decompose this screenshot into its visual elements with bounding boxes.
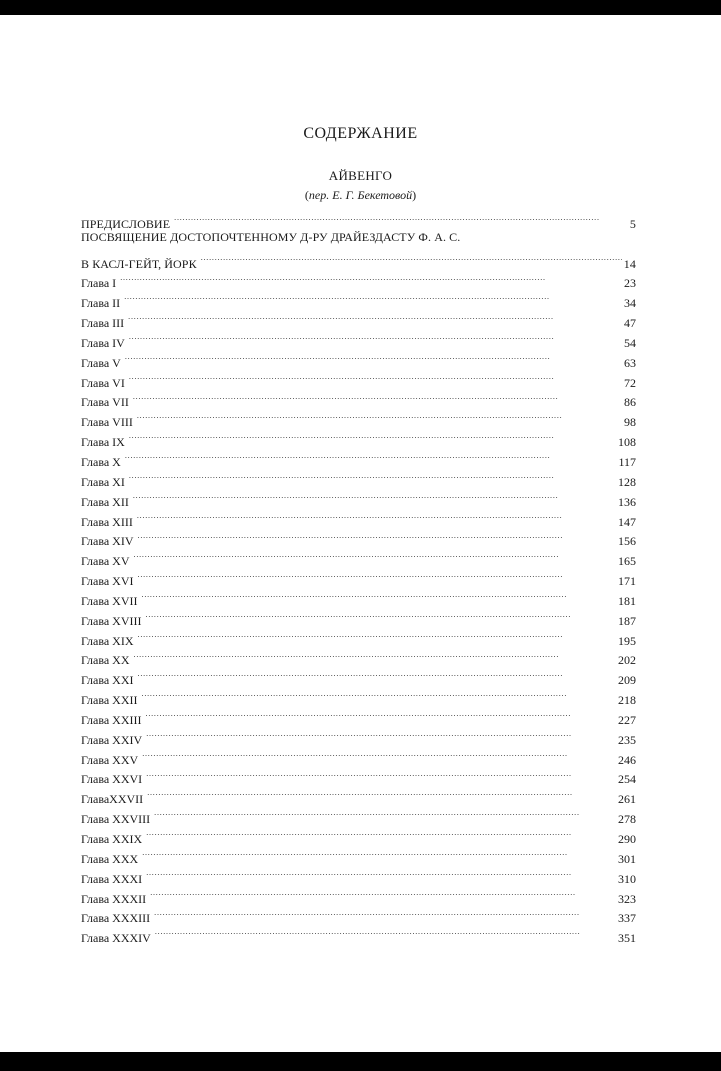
book-title: АЙВЕНГО: [328, 168, 393, 183]
toc-entry: [81, 268, 636, 291]
toc-entry: [81, 625, 636, 648]
dot-leader: [146, 605, 616, 625]
dot-leader: [142, 585, 616, 605]
toc-entry: [81, 823, 636, 846]
toc-entry-page: 301: [618, 851, 636, 866]
dot-leader: [129, 327, 622, 347]
toc-entry-label: В КАСЛ-ГЕЙТ, ЙОРК: [81, 256, 197, 271]
toc-entry-label: Глава XXIII: [81, 712, 142, 727]
dot-leader: [142, 684, 616, 704]
translator-open-paren: (: [304, 188, 309, 202]
page-title: СОДЕРЖАНИЕ: [303, 125, 418, 142]
dot-leader: [146, 724, 616, 744]
dot-leader: [134, 545, 616, 565]
toc-entry: [81, 803, 636, 827]
toc-entry: [81, 406, 636, 430]
toc-entry: [81, 228, 636, 248]
toc-entry-label: Глава VII: [81, 395, 129, 410]
dot-leader: [146, 704, 616, 724]
table-of-contents: [81, 208, 636, 946]
toc-entry-page: 86: [624, 395, 636, 410]
toc-entry: [81, 367, 636, 390]
toc-entry-label: Глава XIV: [81, 534, 134, 549]
dot-leader: [129, 426, 616, 446]
toc-entry-page: 195: [618, 633, 636, 648]
dot-leader: [125, 446, 617, 466]
toc-entry: [81, 585, 636, 608]
dot-leader: [146, 823, 616, 843]
dot-leader: [129, 367, 622, 387]
dot-leader: [146, 863, 616, 883]
dot-leader: [133, 486, 616, 506]
toc-entry-label: Глава XXIV: [81, 732, 143, 747]
dot-leader: [138, 526, 616, 546]
toc-entry: [81, 565, 636, 589]
toc-entry: [81, 287, 636, 311]
toc-entry-label: Глава II: [81, 296, 121, 311]
toc-entry: [81, 466, 636, 489]
toc-entry: [81, 307, 636, 331]
toc-entry-label: Глава IV: [81, 335, 125, 350]
toc-entry-label: Глава XIX: [81, 633, 134, 648]
dot-leader: [147, 783, 616, 803]
toc-entry-label: Глава XXVI: [81, 772, 143, 787]
toc-entry: [81, 327, 636, 350]
toc-entry: [81, 347, 636, 370]
toc-entry-label: Глава XVIII: [81, 613, 142, 628]
toc-entry-label: Глава XI: [81, 474, 125, 489]
toc-entry-page: 171: [618, 574, 636, 589]
dot-leader: [138, 565, 616, 585]
translator-credit: [0, 188, 721, 203]
toc-entry-label: Глава XII: [81, 494, 129, 509]
toc-entry-label: Глава X: [81, 454, 121, 469]
toc-entry: [81, 426, 636, 450]
toc-entry-label: ПРЕДИСЛОВИЕ: [81, 216, 171, 231]
toc-entry-page: 227: [618, 712, 636, 727]
toc-entry-label: Глава VIII: [81, 415, 133, 430]
toc-entry-page: 156: [618, 534, 636, 549]
toc-entry-page: 108: [618, 435, 636, 450]
dot-leader: [137, 506, 616, 526]
toc-entry-label: Глава XXVIII: [81, 812, 151, 827]
toc-entry-page: 63: [624, 355, 636, 370]
toc-entry: [81, 506, 636, 529]
dot-leader: [154, 903, 616, 923]
dot-leader: [146, 764, 616, 784]
toc-entry-label: Глава XXXIII: [81, 911, 151, 926]
toc-entry: [81, 903, 636, 926]
dot-leader: [138, 664, 616, 684]
toc-entry-page: 209: [618, 673, 636, 688]
toc-entry-label: Глава XXXII: [81, 891, 147, 906]
toc-entry-page: 147: [618, 514, 636, 529]
toc-entry-page: 246: [618, 752, 636, 767]
dot-leader: [129, 466, 616, 486]
toc-entry-page: 117: [618, 454, 636, 469]
toc-entry-label: Глава XXII: [81, 693, 138, 708]
toc-entry: [81, 724, 636, 747]
toc-entry: [81, 526, 636, 549]
toc-entry-label: Глава XXX: [81, 851, 139, 866]
dot-leader: [142, 843, 616, 863]
toc-entry-page: 278: [618, 812, 636, 827]
toc-entry: [81, 684, 636, 708]
dot-leader: [125, 347, 622, 367]
toc-entry: [81, 446, 636, 469]
toc-entry-page: 54: [624, 335, 636, 350]
dot-leader: [150, 883, 616, 903]
dot-leader: [120, 268, 622, 288]
toc-entry-label: Глава III: [81, 316, 125, 331]
dot-leader: [133, 387, 622, 407]
dot-leader: [155, 922, 616, 942]
toc-entry: [81, 843, 636, 866]
toc-entry-page: 14: [623, 256, 636, 271]
toc-entry-page: 310: [618, 871, 636, 886]
toc-entry-page: 5: [629, 216, 636, 231]
toc-entry-page: 181: [618, 593, 636, 608]
toc-entry-page: 98: [624, 415, 636, 430]
toc-entry: [81, 744, 636, 767]
toc-entry: [81, 486, 636, 509]
toc-entry-page: 261: [618, 792, 636, 807]
dot-leader: [201, 248, 622, 268]
toc-entry-page: 337: [618, 911, 636, 926]
toc-entry-page: 290: [618, 832, 636, 846]
toc-entry-page: 351: [618, 931, 636, 946]
toc-entry: [81, 605, 636, 628]
dot-leader: [174, 208, 628, 228]
toc-entry-label: ГлаваXXVII: [81, 792, 144, 807]
toc-entry-label: Глава XXV: [81, 752, 139, 767]
toc-entry-page: 165: [618, 554, 636, 569]
toc-entry-label: Глава V: [81, 355, 121, 370]
toc-entry: [81, 387, 636, 410]
toc-entry-page: 47: [624, 316, 636, 331]
toc-entry-label: Глава XXXI: [81, 871, 143, 886]
toc-entry-page: 136: [618, 494, 636, 509]
toc-entry-page: 34: [624, 296, 636, 311]
toc-entry: [81, 248, 636, 271]
toc-entry: [81, 863, 636, 886]
dot-leader: [124, 287, 622, 307]
toc-entry-page: 23: [624, 276, 636, 291]
toc-entry-label: Глава XV: [81, 554, 130, 569]
toc-entry-label: Глава IX: [81, 435, 125, 450]
toc-entry: [81, 883, 636, 906]
toc-entry-page: 72: [624, 375, 636, 390]
toc-entry-label: Глава XVI: [81, 574, 134, 589]
toc-entry: [81, 783, 636, 807]
toc-entry-page: 128: [618, 474, 636, 489]
toc-entry-label: Глава XIII: [81, 514, 133, 529]
dot-leader: [154, 803, 616, 823]
toc-entry: [81, 208, 636, 231]
toc-entry-page: 187: [618, 613, 636, 628]
toc-entry: [81, 545, 636, 569]
toc-entry-page: 218: [618, 693, 636, 708]
document-page: [0, 15, 721, 1052]
dot-leader: [138, 625, 616, 645]
toc-entry-label: Глава XVII: [81, 593, 138, 608]
dot-leader: [134, 645, 616, 665]
toc-entry-label: Глава VI: [81, 375, 125, 390]
toc-entry: [81, 645, 636, 668]
toc-entry-label: Глава XX: [81, 653, 130, 668]
toc-entry-label: Глава XXXIV: [81, 931, 151, 946]
dot-leader: [137, 406, 622, 426]
toc-entry: [81, 704, 636, 727]
translator-close-paren: ): [412, 188, 417, 202]
toc-entry-page: 235: [618, 732, 636, 747]
toc-entry-page: 323: [618, 891, 636, 906]
toc-entry-label: Глава XXI: [81, 673, 134, 688]
toc-entry: [81, 764, 636, 787]
toc-entry-label: ПОСВЯЩЕНИЕ ДОСТОПОЧТЕННОМУ Д-РУ ДРАЙЕЗДАСТУ Ф. А. С.: [81, 229, 461, 244]
toc-entry-label: Глава I: [81, 276, 117, 291]
translator-name: пер. Е. Г. Бекетовой: [308, 188, 413, 202]
dot-leader: [142, 744, 616, 764]
toc-entry-page: 202: [618, 653, 636, 668]
toc-entry-label: Глава XXIX: [81, 832, 143, 846]
dot-leader: [128, 307, 622, 327]
toc-entry-page: 254: [618, 772, 636, 787]
toc-entry: [81, 664, 636, 688]
toc-entry: [81, 922, 636, 946]
